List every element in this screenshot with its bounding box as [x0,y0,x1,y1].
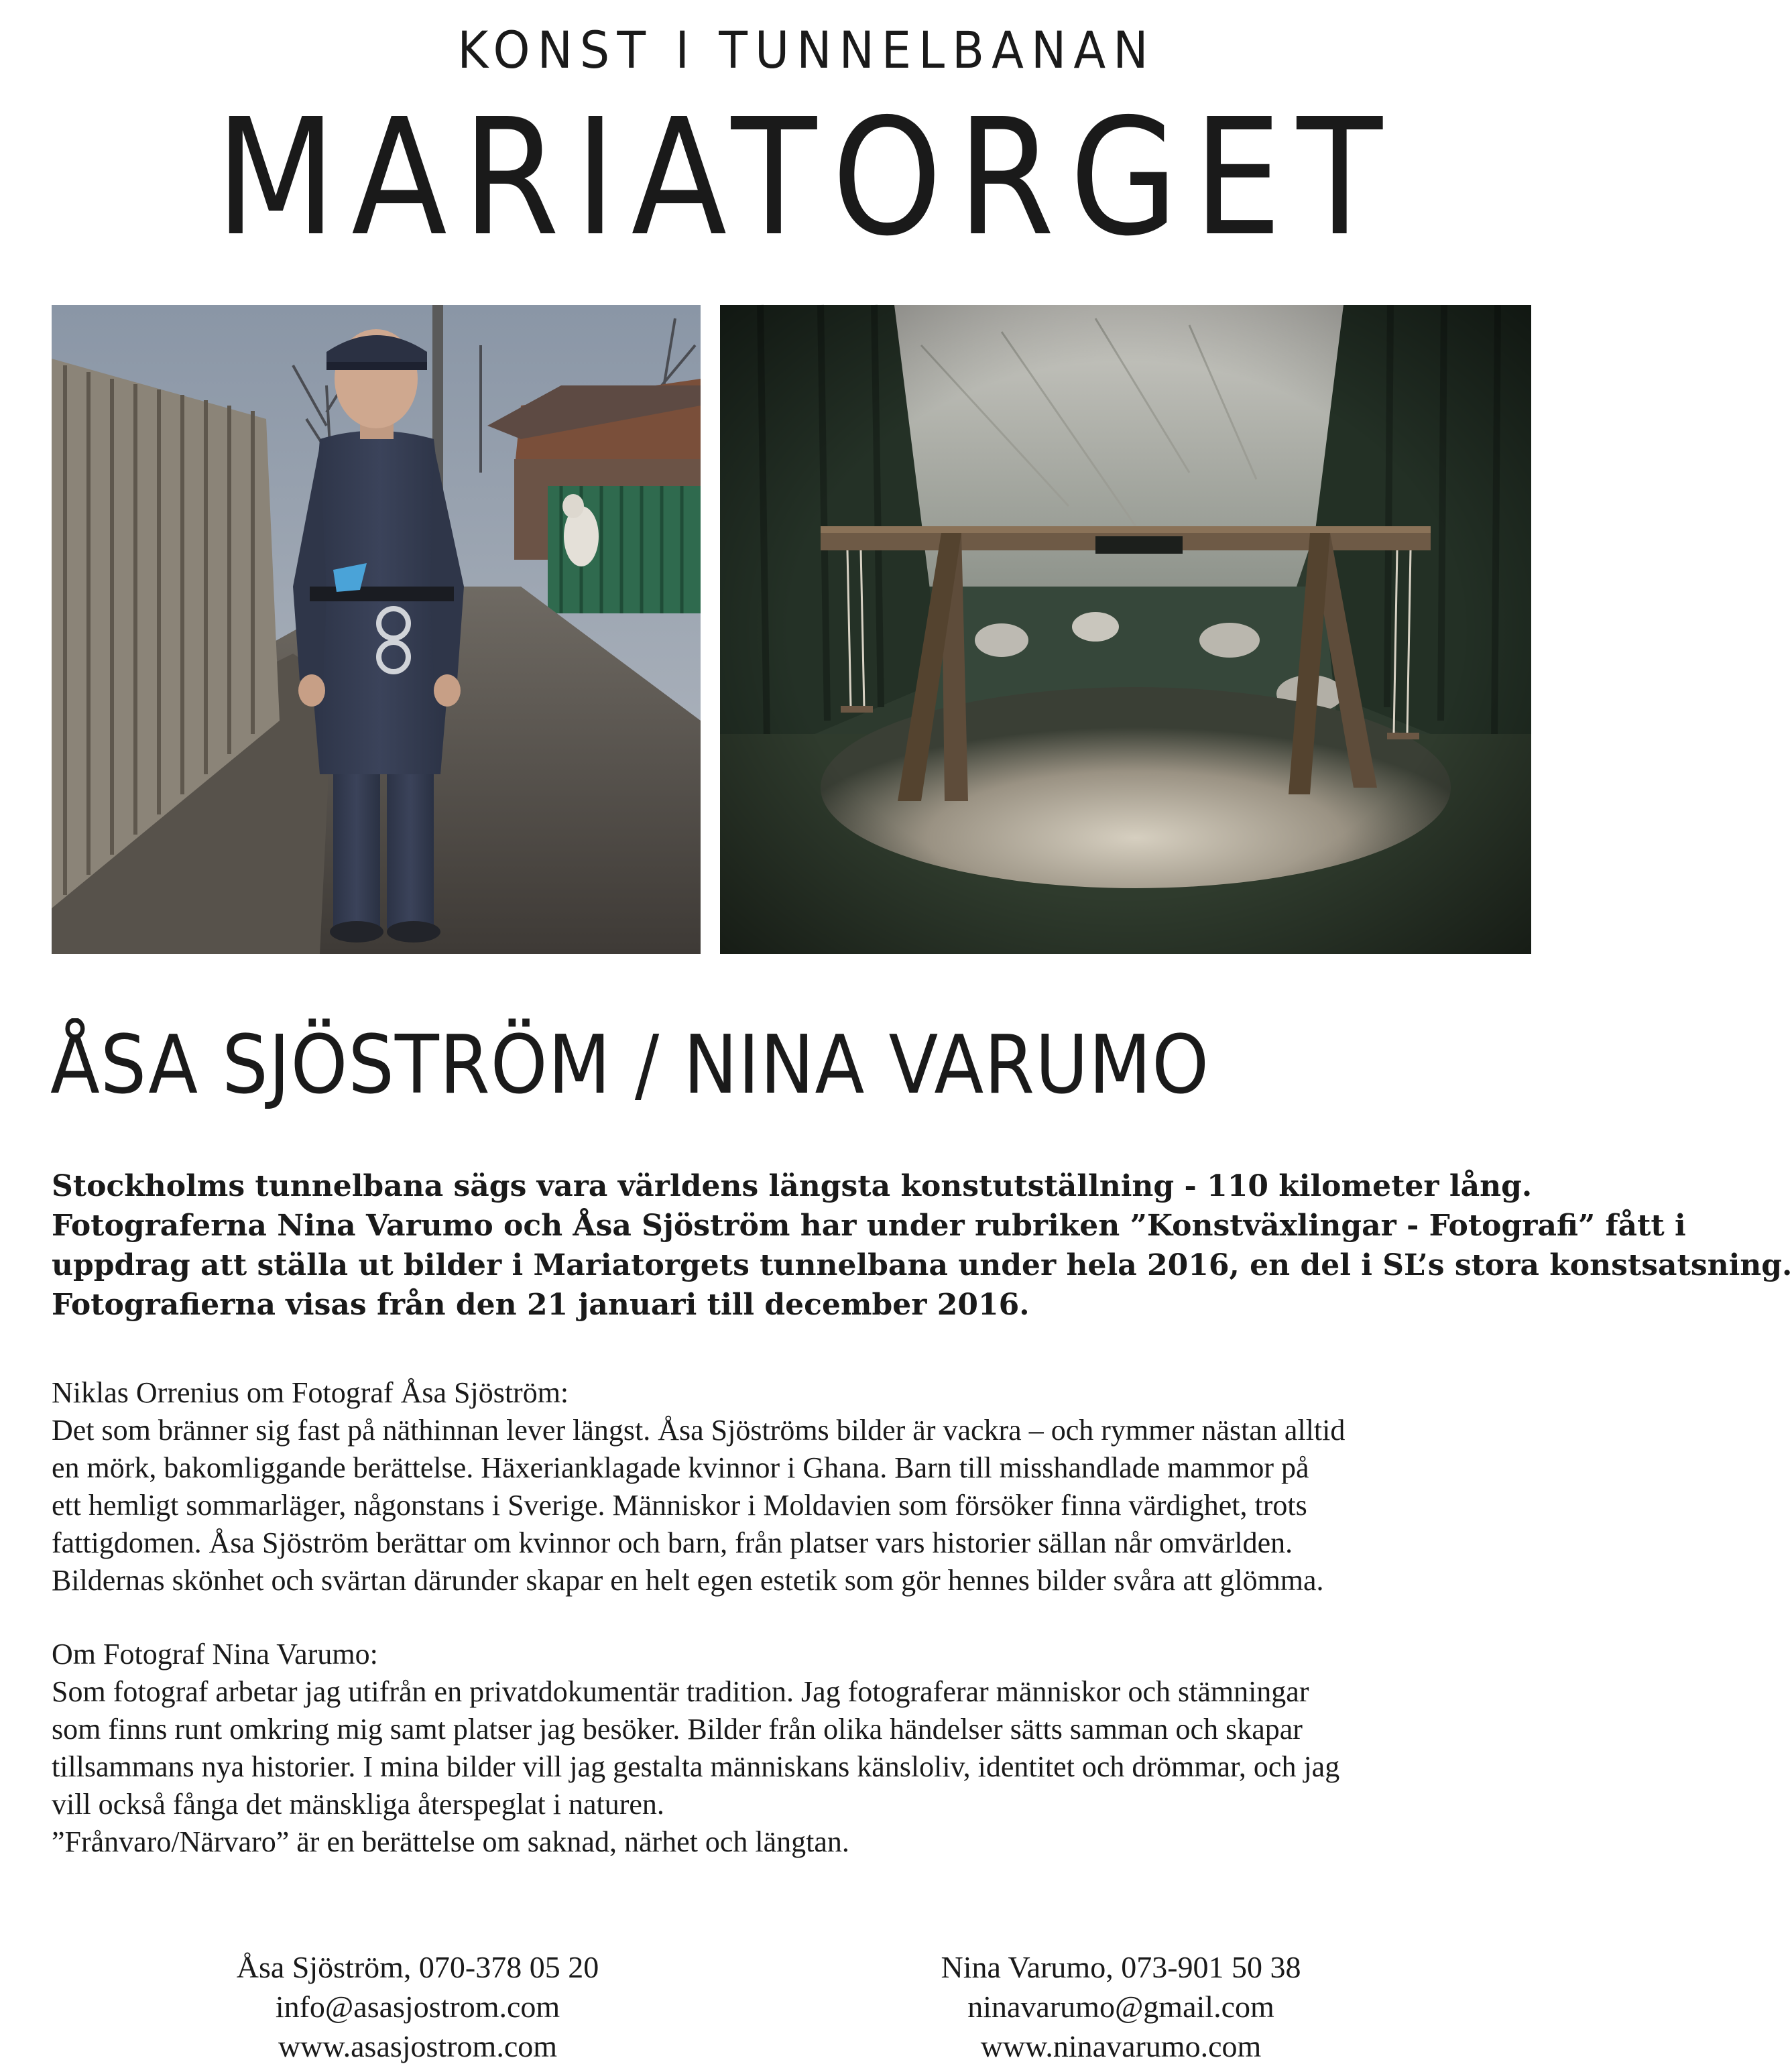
photo-swing-in-forest [720,305,1531,954]
artists-heading: ÅSA SJÖSTRÖM / NINA VARUMO [50,1019,1210,1112]
photo-boy-in-uniform [52,305,701,954]
bio-line: ”Frånvaro/Närvaro” är en berättelse om saknad, närhet och längtan. [52,1825,849,1858]
contact-name-phone: Åsa Sjöström, 070-378 05 20 [236,1950,599,1984]
bio-line: fattigdomen. Åsa Sjöström berättar om kvinnor och barn, från platser vars historier sällan når omvärlden. [52,1526,1293,1559]
bio-line: som finns runt omkring mig samt platser jag besöker. Bilder från olika händelser sätts samman och skapar [52,1713,1303,1746]
bio-line: ett hemligt sommarläger, någonstans i Sverige. Människor i Moldavien som försöker finna värdighet, trots [52,1489,1307,1522]
bio-line: vill också fånga det mänskliga återspeglat i naturen. [52,1788,664,1821]
contact-email[interactable]: ninavarumo@gmail.com [967,1990,1274,2024]
bio-line: Som fotograf arbetar jag utifrån en privatdokumentär tradition. Jag fotograferar människor och stämningar [52,1675,1309,1708]
intro-line: Fotografierna visas från den 21 januari till december 2016. [52,1288,1030,1322]
contact-website[interactable]: www.ninavarumo.com [980,2029,1262,2063]
bio-line: Bildernas skönhet och svärtan därunder skapar en helt egen estetik som gör hennes bilder svåra att glömma. [52,1564,1324,1597]
photo-swing-in-forest-icon [720,305,1531,954]
intro-paragraph [52,1166,1792,1325]
intro-line: Fotograferna Nina Varumo och Åsa Sjöström har under rubriken ”Konstväxlingar - Fotografi” fått i [52,1209,1686,1243]
bio-line: tillsammans nya historier. I mina bilder vill jag gestalta människans känsloliv, identitet och drömmar, och jag [52,1750,1340,1783]
intro-line: uppdrag att ställa ut bilder i Mariatorgets tunnelbana under hela 2016, en del i SL’s stora konstsatsning. [52,1248,1792,1282]
contact-asa-sjostrom [82,1947,753,2066]
contact-name-phone: Nina Varumo, 073-901 50 38 [941,1950,1301,1984]
page-title: MARIATORGET [215,84,1398,271]
intro-line: Stockholms tunnelbana sägs vara världens längsta konstutställning - 110 kilometer lång. [52,1169,1533,1203]
bio-line: Det som bränner sig fast på näthinnan lever längst. Åsa Sjöströms bilder är vackra – och rymmer nästan alltid [52,1414,1346,1447]
contact-website[interactable]: www.asasjostrom.com [278,2029,558,2063]
bio-line: en mörk, bakomliggande berättelse. Häxerianklagade kvinnor i Ghana. Barn till misshandlade mammor på [52,1451,1309,1484]
bio-nina-varumo [52,1636,1594,1861]
bio-heading: Om Fotograf Nina Varumo: [52,1638,378,1670]
contact-email[interactable]: info@asasjostrom.com [275,1990,560,2024]
contact-nina-varumo [786,1947,1456,2066]
bio-heading: Niklas Orrenius om Fotograf Åsa Sjöström: [52,1376,569,1409]
photo-boy-in-uniform-icon [52,305,701,954]
kicker-heading: KONST I TUNNELBANAN [457,20,1156,80]
bio-asa-sjostrom [52,1374,1594,1599]
